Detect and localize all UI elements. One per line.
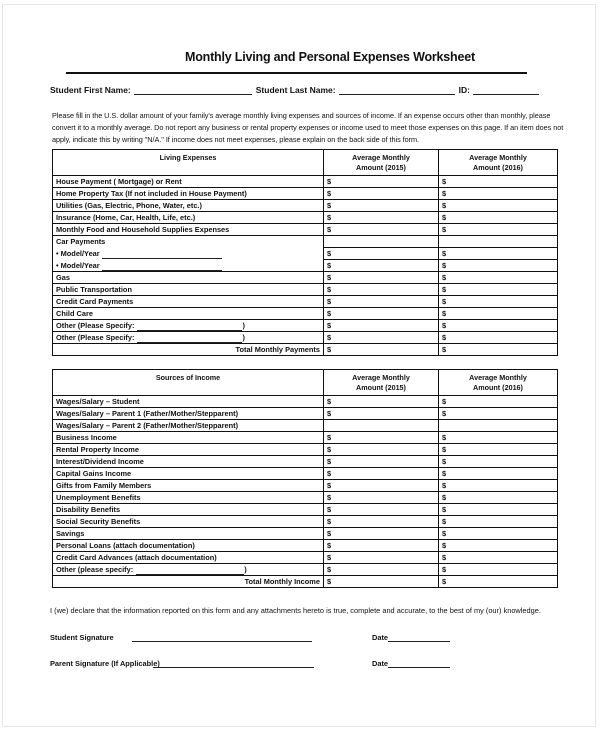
amount-2016-cell[interactable] <box>439 212 558 224</box>
id-label: ID: <box>458 85 470 95</box>
dollar-sign: $ <box>327 297 332 306</box>
amount-2016-cell[interactable] <box>439 528 558 540</box>
dollar-sign: $ <box>442 333 447 342</box>
student-signature-field[interactable] <box>132 633 312 642</box>
row-label: Utilities (Gas, Electric, Phone, Water, etc.) <box>56 201 202 210</box>
dollar-sign: $ <box>442 285 447 294</box>
table-row <box>53 564 558 576</box>
close-paren: ) <box>242 333 245 342</box>
dollar-sign: $ <box>442 493 447 502</box>
row-label: Business Income <box>56 433 117 442</box>
dollar-sign: $ <box>327 565 332 574</box>
amount-2015-cell[interactable] <box>324 504 439 516</box>
id-field[interactable] <box>473 85 539 95</box>
row-label: Social Security Benefits <box>56 517 141 526</box>
student-signature-label: Student Signature <box>50 633 114 642</box>
table-row <box>53 320 558 332</box>
amount-2015-cell[interactable] <box>324 492 439 504</box>
row-label: Home Property Tax (If not included in House Payment) <box>56 189 247 198</box>
row-label: Insurance (Home, Car, Health, Life, etc.) <box>56 213 196 222</box>
row-label: Personal Loans (attach documentation) <box>56 541 195 550</box>
row-label-cell <box>53 540 324 552</box>
amount-2015-header-line2: Amount (2015) <box>356 383 406 392</box>
car-payments-label: Car Payments <box>53 236 324 248</box>
table-row <box>53 480 558 492</box>
row-label: Other (Please Specify: <box>56 321 135 330</box>
amount-2015-cell[interactable] <box>324 480 439 492</box>
amount-2015-cell[interactable] <box>324 408 439 420</box>
row-label: Other (please specify: <box>56 565 134 574</box>
last-name-field[interactable] <box>339 85 455 95</box>
student-date-field[interactable] <box>388 633 450 642</box>
dollar-sign: $ <box>327 345 332 354</box>
first-name-label: Student First Name: <box>50 85 131 95</box>
dollar-sign: $ <box>442 321 447 330</box>
amount-2016-cell[interactable] <box>439 308 558 320</box>
row-label-cell <box>53 272 324 284</box>
last-name-label: Student Last Name: <box>255 85 336 95</box>
row-label-cell <box>53 516 324 528</box>
amount-2016-cell[interactable] <box>439 272 558 284</box>
amount-2016-cell[interactable] <box>439 456 558 468</box>
expenses-rows-after <box>53 272 558 344</box>
total-2015-cell[interactable] <box>324 344 439 356</box>
amount-2016-cell[interactable] <box>439 516 558 528</box>
amount-2015-cell[interactable] <box>324 296 439 308</box>
amount-2016-cell[interactable] <box>439 224 558 236</box>
amount-2016-cell[interactable] <box>439 236 558 248</box>
row-label: House Payment ( Mortgage) or Rent <box>56 177 182 186</box>
row-label: Public Transportation <box>56 285 132 294</box>
parent-signature-field[interactable] <box>153 659 314 668</box>
dollar-sign: $ <box>442 469 447 478</box>
amount-2016-cell[interactable] <box>439 492 558 504</box>
living-expenses-table <box>52 149 558 356</box>
dollar-sign: $ <box>327 553 332 562</box>
table-row <box>53 176 558 188</box>
table-row <box>53 468 558 480</box>
row-label: Credit Card Payments <box>56 297 134 306</box>
dollar-sign: $ <box>442 577 447 586</box>
table-row <box>53 432 558 444</box>
amount-2015-cell[interactable] <box>324 420 439 432</box>
amount-2016-cell[interactable] <box>439 444 558 456</box>
row-label-cell <box>53 564 324 576</box>
table-row <box>53 420 558 432</box>
model-year-label: • Model/Year <box>56 260 100 270</box>
row-label: Monthly Food and Household Supplies Expenses <box>56 225 230 234</box>
row-label-cell <box>53 444 324 456</box>
dollar-sign: $ <box>442 481 447 490</box>
parent-date-label: Date <box>372 659 389 668</box>
total-monthly-income-label: Total Monthly Income <box>53 576 324 588</box>
income-table <box>52 369 558 588</box>
dollar-sign: $ <box>442 273 447 282</box>
amount-2015-cell[interactable] <box>324 200 439 212</box>
amount-2015-cell[interactable] <box>324 308 439 320</box>
row-label: Child Care <box>56 309 93 318</box>
row-label-cell <box>53 420 324 432</box>
dollar-sign: $ <box>327 249 332 258</box>
table-row <box>53 456 558 468</box>
table-row <box>53 212 558 224</box>
row-label-cell <box>53 432 324 444</box>
amount-2015-cell[interactable] <box>324 260 439 272</box>
total-2016-cell[interactable] <box>439 576 558 588</box>
dollar-sign: $ <box>442 433 447 442</box>
amount-2016-cell[interactable] <box>439 420 558 432</box>
close-paren: ) <box>242 321 245 330</box>
table-row <box>53 296 558 308</box>
amount-2016-cell[interactable] <box>439 504 558 516</box>
amount-2016-cell[interactable] <box>439 320 558 332</box>
student-date-label: Date <box>372 633 389 642</box>
parent-date-field[interactable] <box>388 659 450 668</box>
dollar-sign: $ <box>327 189 332 198</box>
amount-2016-cell[interactable] <box>439 188 558 200</box>
student-signature-row <box>50 633 550 645</box>
dollar-sign: $ <box>442 225 447 234</box>
amount-2015-cell[interactable] <box>324 248 439 260</box>
dollar-sign: $ <box>327 433 332 442</box>
instructions-text: Please fill in the U.S. dollar amount of your family's average monthly living expenses and sources of income. If an expense occurs other than monthly, please convert it to a monthly average. Do not report any business or rental property expenses or income used to meet those expenses on this page. If an item does not apply, indicate this by writing "N/A." If income does not meet expenses, please explain on the back side of this form. <box>52 111 564 145</box>
specify-field[interactable] <box>137 333 245 343</box>
dollar-sign: $ <box>327 285 332 294</box>
title-divider <box>66 72 527 74</box>
amount-2016-cell[interactable] <box>439 552 558 564</box>
amount-2015-cell[interactable] <box>324 456 439 468</box>
amount-2016-cell[interactable] <box>439 200 558 212</box>
row-label: Wages/Salary – Student <box>56 397 140 406</box>
model-year-label: • Model/Year <box>56 249 100 258</box>
dollar-sign: $ <box>442 553 447 562</box>
table-row <box>53 284 558 296</box>
amount-2015-cell[interactable] <box>324 236 439 248</box>
row-label-cell <box>53 504 324 516</box>
row-label: Other (Please Specify: <box>56 333 135 342</box>
dollar-sign: $ <box>442 505 447 514</box>
row-label-cell <box>53 212 324 224</box>
declaration-text: I (we) declare that the information reported on this form and any attachments hereto is true, complete and accurate, to the best of my (our) knowledge. <box>50 606 541 615</box>
amount-2016-header-line2: Amount (2016) <box>473 163 523 172</box>
amount-2016-header-line2: Amount (2016) <box>473 383 523 392</box>
amount-2015-cell[interactable] <box>324 564 439 576</box>
amount-2015-cell[interactable] <box>324 516 439 528</box>
row-label-cell <box>53 320 324 332</box>
table-row <box>53 552 558 564</box>
dollar-sign: $ <box>327 225 332 234</box>
row-label: Interest/Dividend Income <box>56 457 144 466</box>
row-label: Credit Card Advances (attach documentation) <box>56 553 217 562</box>
table-row <box>53 396 558 408</box>
dollar-sign: $ <box>327 201 332 210</box>
table-row <box>53 224 558 236</box>
dollar-sign: $ <box>327 481 332 490</box>
dollar-sign: $ <box>327 397 332 406</box>
dollar-sign: $ <box>442 177 447 186</box>
amount-2016-cell[interactable] <box>439 540 558 552</box>
table-row <box>53 272 558 284</box>
row-label-cell <box>53 552 324 564</box>
dollar-sign: $ <box>442 517 447 526</box>
row-label-cell <box>53 308 324 320</box>
amount-2016-header <box>439 370 558 396</box>
table-row <box>53 492 558 504</box>
row-label: Unemployment Benefits <box>56 493 141 502</box>
dollar-sign: $ <box>327 213 332 222</box>
total-2015-cell[interactable] <box>324 576 439 588</box>
amount-2015-header <box>324 370 439 396</box>
row-label-cell <box>53 396 324 408</box>
dollar-sign: $ <box>442 309 447 318</box>
amount-2015-cell[interactable] <box>324 332 439 344</box>
model-year-field[interactable] <box>102 250 222 259</box>
dollar-sign: $ <box>327 273 332 282</box>
dollar-sign: $ <box>327 493 332 502</box>
table-row <box>53 444 558 456</box>
dollar-sign: $ <box>442 541 447 550</box>
dollar-sign: $ <box>442 201 447 210</box>
amount-2015-cell[interactable] <box>324 552 439 564</box>
table-row <box>53 248 558 260</box>
row-label: Wages/Salary – Parent 1 (Father/Mother/Stepparent) <box>56 409 239 418</box>
dollar-sign: $ <box>327 457 332 466</box>
table-row <box>53 540 558 552</box>
amount-2015-cell[interactable] <box>324 212 439 224</box>
first-name-field[interactable] <box>134 85 252 95</box>
amount-2015-header <box>324 150 439 176</box>
row-label-cell <box>53 492 324 504</box>
table-row <box>53 408 558 420</box>
table-row <box>53 236 558 248</box>
dollar-sign: $ <box>327 445 332 454</box>
car-payments-group <box>53 236 558 272</box>
parent-signature-row <box>50 659 550 671</box>
amount-2016-cell[interactable] <box>439 468 558 480</box>
amount-2015-cell[interactable] <box>324 468 439 480</box>
row-label: Rental Property Income <box>56 445 139 454</box>
close-paren: ) <box>244 565 247 574</box>
total-2016-cell[interactable] <box>439 344 558 356</box>
dollar-sign: $ <box>327 517 332 526</box>
dollar-sign: $ <box>327 529 332 538</box>
amount-2015-header-line2: Amount (2015) <box>356 163 406 172</box>
row-label-cell <box>53 332 324 344</box>
amount-2016-cell[interactable] <box>439 432 558 444</box>
table-row <box>53 260 558 272</box>
dollar-sign: $ <box>442 189 447 198</box>
amount-2015-cell[interactable] <box>324 528 439 540</box>
dollar-sign: $ <box>327 469 332 478</box>
table-row <box>53 308 558 320</box>
amount-2015-cell[interactable] <box>324 188 439 200</box>
amount-2016-cell[interactable] <box>439 260 558 272</box>
dollar-sign: $ <box>327 541 332 550</box>
row-label-cell <box>53 200 324 212</box>
dollar-sign: $ <box>327 505 332 514</box>
amount-2015-cell[interactable] <box>324 320 439 332</box>
dollar-sign: $ <box>442 261 447 270</box>
table-row <box>53 516 558 528</box>
row-label: Disability Benefits <box>56 505 121 514</box>
income-rows <box>53 396 558 576</box>
amount-2016-cell[interactable] <box>439 296 558 308</box>
page-title: Monthly Living and Personal Expenses Worksheet <box>185 50 475 64</box>
amount-2016-header-line1: Average Monthly <box>469 373 527 382</box>
dollar-sign: $ <box>442 409 447 418</box>
row-label-cell <box>53 284 324 296</box>
dollar-sign: $ <box>327 309 332 318</box>
dollar-sign: $ <box>327 333 332 342</box>
row-label: Gifts from Family Members <box>56 481 152 490</box>
parent-signature-label: Parent Signature (If Applicable) <box>50 659 160 668</box>
specify-field[interactable] <box>136 565 247 575</box>
dollar-sign: $ <box>442 457 447 466</box>
total-row <box>53 576 558 588</box>
amount-2015-cell[interactable] <box>324 540 439 552</box>
amount-2016-header <box>439 150 558 176</box>
specify-field[interactable] <box>137 321 245 331</box>
row-label: Gas <box>56 273 70 282</box>
row-label-cell <box>53 176 324 188</box>
table-row <box>53 200 558 212</box>
amount-2015-cell[interactable] <box>324 432 439 444</box>
amount-2015-header-line1: Average Monthly <box>352 153 410 162</box>
dollar-sign: $ <box>442 297 447 306</box>
row-label-cell <box>53 224 324 236</box>
row-label: Capital Gains Income <box>56 469 132 478</box>
model-year-cell <box>53 260 324 272</box>
amount-2015-cell[interactable] <box>324 444 439 456</box>
total-monthly-payments-label: Total Monthly Payments <box>53 344 324 356</box>
total-row <box>53 344 558 356</box>
table-row <box>53 332 558 344</box>
dollar-sign: $ <box>442 397 447 406</box>
amount-2016-cell[interactable] <box>439 284 558 296</box>
dollar-sign: $ <box>442 445 447 454</box>
row-label-cell <box>53 296 324 308</box>
row-label-cell <box>53 188 324 200</box>
dollar-sign: $ <box>442 529 447 538</box>
table-row <box>53 188 558 200</box>
amount-2016-cell[interactable] <box>439 396 558 408</box>
amount-2016-cell[interactable] <box>439 480 558 492</box>
dollar-sign: $ <box>442 249 447 258</box>
model-year-field[interactable] <box>102 262 222 271</box>
row-label-cell <box>53 480 324 492</box>
dollar-sign: $ <box>327 261 332 270</box>
row-label: Wages/Salary – Parent 2 (Father/Mother/Stepparent) <box>56 421 239 430</box>
dollar-sign: $ <box>442 213 447 222</box>
amount-2015-cell[interactable] <box>324 396 439 408</box>
row-label: Savings <box>56 529 85 538</box>
living-expenses-header: Living Expenses <box>53 150 324 176</box>
model-year-cell <box>53 248 324 260</box>
row-label-cell <box>53 456 324 468</box>
amount-2016-cell[interactable] <box>439 176 558 188</box>
dollar-sign: $ <box>442 565 447 574</box>
student-info-row <box>50 85 560 95</box>
amount-2016-cell[interactable] <box>439 332 558 344</box>
dollar-sign: $ <box>327 177 332 186</box>
amount-2016-header-line1: Average Monthly <box>469 153 527 162</box>
row-label-cell <box>53 528 324 540</box>
dollar-sign: $ <box>327 321 332 330</box>
dollar-sign: $ <box>327 577 332 586</box>
table-row <box>53 528 558 540</box>
amount-2016-cell[interactable] <box>439 564 558 576</box>
amount-2015-header-line1: Average Monthly <box>352 373 410 382</box>
row-label-cell <box>53 408 324 420</box>
table-row <box>53 504 558 516</box>
sources-of-income-header: Sources of Income <box>53 370 324 396</box>
amount-2016-cell[interactable] <box>439 408 558 420</box>
dollar-sign: $ <box>442 345 447 354</box>
dollar-sign: $ <box>327 409 332 418</box>
amount-2015-cell[interactable] <box>324 272 439 284</box>
amount-2015-cell[interactable] <box>324 284 439 296</box>
amount-2015-cell[interactable] <box>324 176 439 188</box>
expenses-rows <box>53 176 558 236</box>
amount-2015-cell[interactable] <box>324 224 439 236</box>
row-label-cell <box>53 468 324 480</box>
amount-2016-cell[interactable] <box>439 248 558 260</box>
